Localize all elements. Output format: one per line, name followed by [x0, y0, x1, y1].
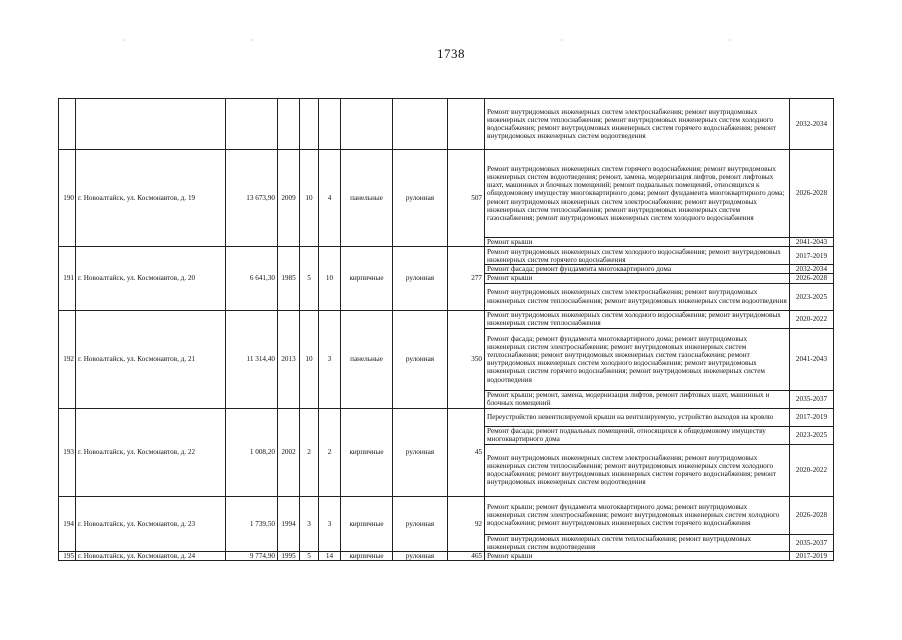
address-cell: г. Новоалтайск, ул. Космонавтов, д. 20 — [76, 247, 226, 310]
address-cell: г. Новоалтайск, ул. Космонавтов, д. 19 — [76, 150, 226, 247]
period-cell: 2041-2043 — [790, 328, 834, 390]
residents-cell: 92 — [448, 496, 485, 551]
table-body — [59, 99, 834, 561]
floors-cell: 3 — [300, 496, 319, 551]
area-cell: 1 008,20 — [226, 408, 278, 496]
entrances-cell — [319, 99, 341, 150]
period-cell: 2020-2022 — [790, 444, 834, 496]
entrances-cell: 2 — [319, 408, 341, 496]
entrances-cell: 3 — [319, 496, 341, 551]
work-description-cell: Ремонт внутридомовых инженерных систем холодного водоснабжения; ремонт внутридомовых инженерных систем горячего водоснабжения — [485, 247, 790, 265]
work-description-cell: Ремонт крыши — [485, 552, 790, 561]
table-row — [59, 150, 834, 238]
address-cell: г. Новоалтайск, ул. Космонавтов, д. 22 — [76, 408, 226, 496]
area-cell: 11 314,40 — [226, 310, 278, 408]
period-cell: 2026-2028 — [790, 274, 834, 283]
residents-cell: 465 — [448, 552, 485, 561]
work-description-cell: Ремонт внутридомовых инженерных систем электроснабжения; ремонт внутридомовых инженерных систем теплоснабжения; ремонт внутридомовых инженерных систем водоотведения — [485, 283, 790, 310]
year-cell: 1985 — [278, 247, 300, 310]
floors-cell: 10 — [300, 310, 319, 408]
row-number: 190 — [59, 150, 76, 247]
work-description-cell: Ремонт фасада; ремонт подвальных помещений, относящихся к общедомовому имуществу многоквартирного дома — [485, 426, 790, 444]
period-cell: 2032-2034 — [790, 265, 834, 274]
year-cell: 2009 — [278, 150, 300, 247]
roof-type-cell: рулонная — [393, 408, 448, 496]
roof-type-cell: рулонная — [393, 310, 448, 408]
address-cell: г. Новоалтайск, ул. Космонавтов, д. 24 — [76, 552, 226, 561]
period-cell: 2017-2019 — [790, 408, 834, 426]
area-cell: 13 673,90 — [226, 150, 278, 247]
work-description-cell: Ремонт внутридомовых инженерных систем холодного водоснабжения; ремонт внутридомовых инженерных систем теплоснабжения — [485, 310, 790, 328]
work-description-cell: Переустройство невентилируемой крыши на вентилируемую, устройство выходов на кровлю — [485, 408, 790, 426]
scan-speck: · — [728, 36, 731, 45]
period-cell: 2026-2028 — [790, 150, 834, 238]
work-description-cell: Ремонт крыши; ремонт, замена, модернизация лифтов, ремонт лифтовых шахт, машинных и блочных помещений — [485, 390, 790, 408]
roof-type-cell — [393, 99, 448, 150]
row-number — [59, 99, 76, 150]
period-cell: 2026-2028 — [790, 496, 834, 534]
period-cell: 2020-2022 — [790, 310, 834, 328]
roof-type-cell: рулонная — [393, 552, 448, 561]
entrances-cell: 10 — [319, 247, 341, 310]
year-cell: 1995 — [278, 552, 300, 561]
table-row — [59, 408, 834, 426]
wall-material-cell: панельные — [341, 310, 393, 408]
wall-material-cell: кирпичные — [341, 552, 393, 561]
area-cell: 6 641,30 — [226, 247, 278, 310]
period-cell: 2035-2037 — [790, 534, 834, 551]
residents-cell: 45 — [448, 408, 485, 496]
area-cell: 9 774,90 — [226, 552, 278, 561]
roof-type-cell: рулонная — [393, 150, 448, 247]
work-description-cell: Ремонт крыши; ремонт фундамента многоквартирного дома; ремонт внутридомовых инженерных систем электроснабжения; ремонт внутридомовых инженерных систем холодного водоснабжения; ремонт внутридомовых инженерных систем горячего водоснабжения — [485, 496, 790, 534]
area-cell — [226, 99, 278, 150]
floors-cell: 10 — [300, 150, 319, 247]
entrances-cell: 4 — [319, 150, 341, 247]
repair-schedule-table — [58, 98, 834, 561]
residents-cell: 277 — [448, 247, 485, 310]
roof-type-cell: рулонная — [393, 496, 448, 551]
entrances-cell: 3 — [319, 310, 341, 408]
year-cell: 2002 — [278, 408, 300, 496]
floors-cell — [300, 99, 319, 150]
period-cell: 2017-2019 — [790, 247, 834, 265]
address-cell: г. Новоалтайск, ул. Космонавтов, д. 23 — [76, 496, 226, 551]
table-row — [59, 99, 834, 150]
floors-cell: 5 — [300, 247, 319, 310]
scan-speck: · — [122, 36, 125, 45]
table-row — [59, 552, 834, 561]
period-cell: 2041-2043 — [790, 238, 834, 247]
year-cell: 1994 — [278, 496, 300, 551]
scan-speck: · — [560, 36, 563, 45]
address-cell: г. Новоалтайск, ул. Космонавтов, д. 21 — [76, 310, 226, 408]
row-number: 191 — [59, 247, 76, 310]
scan-speck: · — [251, 36, 254, 45]
residents-cell: 507 — [448, 150, 485, 247]
work-description-cell: Ремонт фасада; ремонт фундамента многоквартирного дома; ремонт внутридомовых инженерных систем электроснабжения; ремонт внутридомовых инженерных систем теплоснабжения; ремонт внутридомовых инженерных систем газоснабжения; ремонт внутридомовых инженерных систем холодного водоснабжения; ремонт внутридомовых инженерных систем горячего водоснабжения; ремонт внутридомовых инженерных систем водоотведения — [485, 328, 790, 390]
residents-cell — [448, 99, 485, 150]
table-row — [59, 310, 834, 328]
roof-type-cell: рулонная — [393, 247, 448, 310]
floors-cell: 5 — [300, 552, 319, 561]
work-description-cell: Ремонт крыши — [485, 238, 790, 247]
address-cell — [76, 99, 226, 150]
year-cell — [278, 99, 300, 150]
table-row — [59, 496, 834, 534]
page-number: 1738 — [437, 46, 465, 61]
work-description-cell: Ремонт внутридомовых инженерных систем электроснабжения; ремонт внутридомовых инженерных систем теплоснабжения; ремонт внутридомовых инженерных систем холодного водоснабжения; ремонт внутридомовых инженерных систем горячего водоснабжения; ремонт внутридомовых инженерных систем водоотведения — [485, 444, 790, 496]
work-description-cell: Ремонт фасада; ремонт фундамента многоквартирного дома — [485, 265, 790, 274]
wall-material-cell: кирпичные — [341, 408, 393, 496]
floors-cell: 2 — [300, 408, 319, 496]
row-number: 195 — [59, 552, 76, 561]
wall-material-cell: кирпичные — [341, 496, 393, 551]
work-description-cell: Ремонт крыши — [485, 274, 790, 283]
period-cell: 2017-2019 — [790, 552, 834, 561]
period-cell: 2023-2025 — [790, 283, 834, 310]
wall-material-cell: кирпичные — [341, 247, 393, 310]
entrances-cell: 14 — [319, 552, 341, 561]
period-cell: 2032-2034 — [790, 99, 834, 150]
table-row — [59, 247, 834, 265]
row-number: 193 — [59, 408, 76, 496]
wall-material-cell: панельные — [341, 150, 393, 247]
row-number: 192 — [59, 310, 76, 408]
wall-material-cell — [341, 99, 393, 150]
period-cell: 2035-2037 — [790, 390, 834, 408]
period-cell: 2023-2025 — [790, 426, 834, 444]
year-cell: 2013 — [278, 310, 300, 408]
area-cell: 1 739,50 — [226, 496, 278, 551]
work-description-cell: Ремонт внутридомовых инженерных систем горячего водоснабжения; ремонт внутридомовых инженерных систем водоотведения; ремонт, замена, модернизация лифтов, ремонт лифтовых шахт, машинных и блочных помещений; ремонт подвальных помещений, относящихся к общедомовому имуществу многоквартирного дома; ремонт фундамента многоквартирного дома; ремонт внутридомовых инженерных систем электроснабжения; ремонт внутридомовых инженерных систем теплоснабжения; ремонт внутридомовых инженерных систем газоснабжения; ремонт внутридомовых инженерных систем холодного водоснабжения — [485, 150, 790, 238]
residents-cell: 350 — [448, 310, 485, 408]
work-description-cell: Ремонт внутридомовых инженерных систем электроснабжения; ремонт внутридомовых инженерных систем теплоснабжения; ремонт внутридомовых инженерных систем холодного водоснабжения; ремонт внутридомовых инженерных систем горячего водоснабжения; ремонт внутридомовых инженерных систем водоотведения — [485, 99, 790, 150]
work-description-cell: Ремонт внутридомовых инженерных систем теплоснабжения; ремонт внутридомовых инженерных систем водоотведения — [485, 534, 790, 551]
row-number: 194 — [59, 496, 76, 551]
